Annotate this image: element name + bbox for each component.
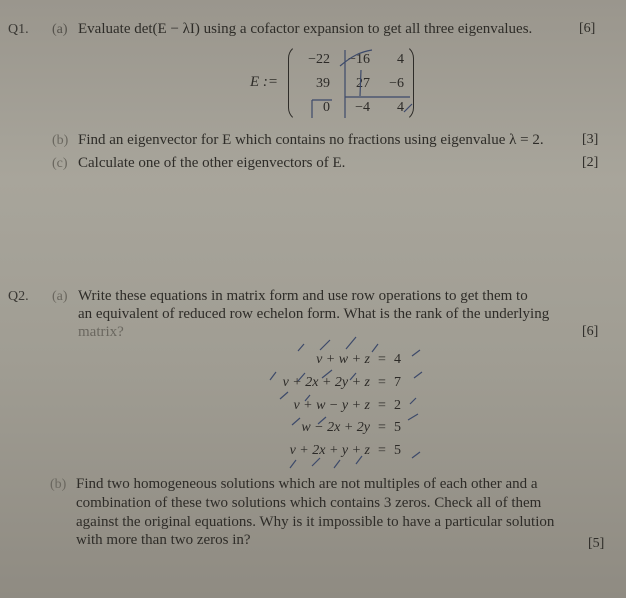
q1c-text: Calculate one of the other eigenvectors of E. bbox=[78, 155, 346, 171]
equation-rhs: 5 bbox=[394, 420, 401, 435]
q1b-marks: [3] bbox=[582, 132, 599, 147]
equation-lhs: v + 2x + y + z bbox=[289, 443, 370, 458]
q1a-label: (a) bbox=[52, 22, 68, 37]
q2a-line-1: Write these equations in matrix form and use row operations to get them to bbox=[78, 288, 528, 304]
equation-rhs: 2 bbox=[394, 398, 401, 413]
q2a-marks: [6] bbox=[582, 324, 599, 339]
matrix-cell: −22 bbox=[308, 52, 330, 67]
q1a-text: Evaluate det(E − λI) using a cofactor expansion to get all three eigenvalues. bbox=[78, 21, 533, 37]
matrix-cell: −16 bbox=[348, 52, 370, 67]
equation-op: = bbox=[378, 352, 386, 367]
equation-lhs: v + 2x + 2y + z bbox=[282, 375, 370, 390]
equation-row bbox=[250, 398, 420, 416]
q2a-line-3: matrix? bbox=[78, 324, 124, 340]
q2b-line-4: with more than two zeros in? bbox=[76, 532, 251, 548]
matrix-cell: 0 bbox=[323, 100, 330, 115]
equation-lhs: v + w + z bbox=[316, 352, 370, 367]
equation-rhs: 5 bbox=[394, 443, 401, 458]
equation-rhs: 4 bbox=[394, 352, 401, 367]
equation-op: = bbox=[378, 420, 386, 435]
matrix-cell: −6 bbox=[389, 76, 404, 91]
q1b-text: Find an eigenvector for E which contains no fractions using eigenvalue λ = 2. bbox=[78, 132, 544, 148]
equation-op: = bbox=[378, 443, 386, 458]
q2b-line-2: combination of these two solutions which contains 3 zeros. Check all of them bbox=[76, 495, 542, 511]
equation-lhs: v + w − y + z bbox=[293, 398, 370, 413]
equation-lhs: w − 2x + 2y bbox=[301, 420, 370, 435]
matrix-cell: 39 bbox=[316, 76, 330, 91]
q1a-marks: [6] bbox=[579, 21, 596, 36]
matrix-cell: −4 bbox=[355, 100, 370, 115]
matrix-label: E := bbox=[250, 74, 279, 90]
equation-row bbox=[250, 420, 420, 438]
q2b-line-1: Find two homogeneous solutions which are not multiples of each other and a bbox=[76, 476, 538, 492]
q2b-label: (b) bbox=[50, 477, 67, 492]
q1b-label: (b) bbox=[52, 133, 69, 148]
q1c-marks: [2] bbox=[582, 155, 599, 170]
q2a-label: (a) bbox=[52, 289, 68, 304]
equation-row bbox=[250, 375, 420, 393]
q2b-line-3: against the original equations. Why is it impossible to have a particular solution bbox=[76, 514, 555, 530]
equation-row bbox=[250, 443, 420, 461]
equation-row bbox=[250, 352, 420, 370]
equation-op: = bbox=[378, 375, 386, 390]
q2a-line-2: an equivalent of reduced row echelon form. What is the rank of the underlying bbox=[78, 306, 550, 322]
question-1-number: Q1. bbox=[8, 22, 29, 37]
matrix-cell: 27 bbox=[356, 76, 370, 91]
q1c-label: (c) bbox=[52, 156, 68, 171]
q2b-marks: [5] bbox=[588, 536, 605, 551]
matrix-cell: 4 bbox=[397, 100, 404, 115]
question-2-number: Q2. bbox=[8, 289, 29, 304]
matrix-cell: 4 bbox=[397, 52, 404, 67]
equation-rhs: 7 bbox=[394, 375, 401, 390]
equation-op: = bbox=[378, 398, 386, 413]
